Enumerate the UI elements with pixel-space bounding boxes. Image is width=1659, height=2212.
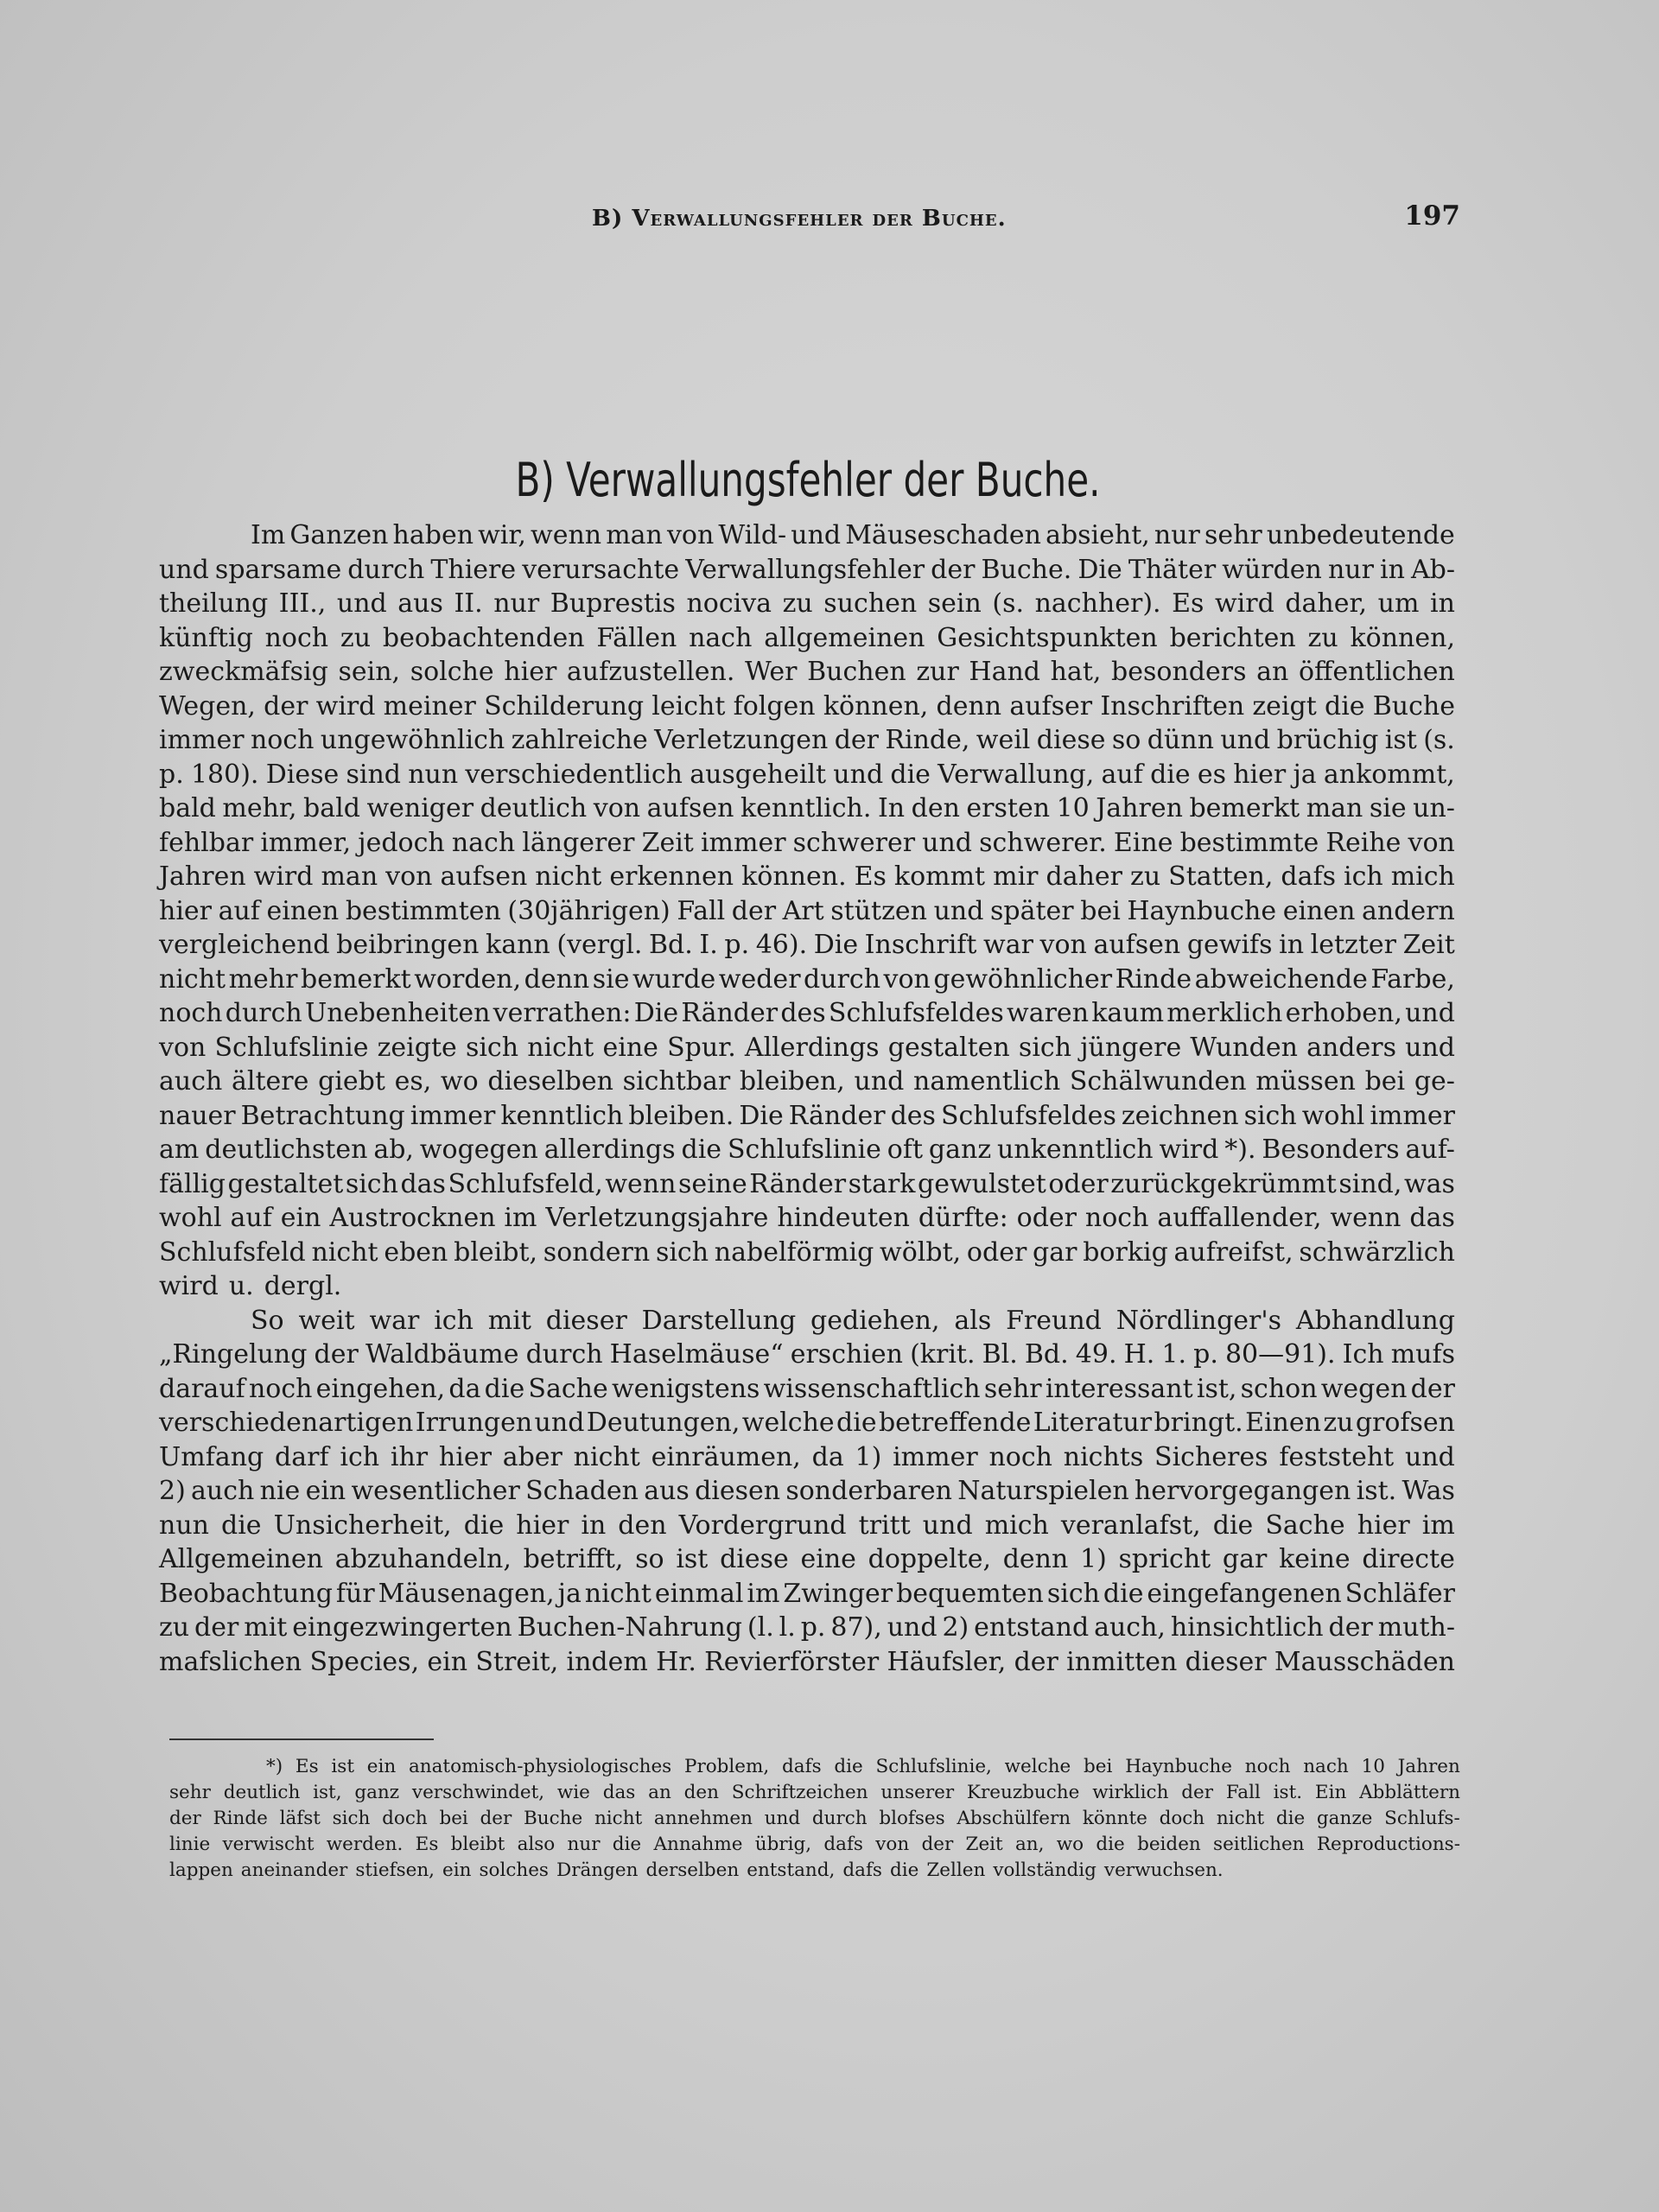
text-line: Beobachtung für Mäusenagen, ja nicht einmal im Zwinger bequemten sich die eingefangenen Schläfer [159, 1578, 1455, 1609]
text-line: p. 180). Diese sind nun verschiedentlich ausgeheilt und die Verwallung, auf die es hier ja ankommt, [159, 759, 1455, 790]
text-line: bald mehr, bald weniger deutlich von aufsen kenntlich. In den ersten 10 Jahren bemerkt man sie un- [159, 793, 1455, 823]
text-line: auch ältere giebt es, wo dieselben sichtbar bleiben, und namentlich Schälwunden müssen bei ge- [159, 1066, 1455, 1096]
text-line: Jahren wird man von aufsen nicht erkennen können. Es kommt mir daher zu Statten, dafs ich mich [159, 861, 1455, 892]
text-line: mafslichen Species, ein Streit, indem Hr. Revierförster Häufsler, der inmitten dieser Mausschäden [159, 1646, 1455, 1677]
text-line: am deutlichsten ab, wogegen allerdings die Schlufslinie oft ganz unkenntlich wird *). Besonders auf- [159, 1135, 1455, 1165]
footnote-divider [169, 1738, 434, 1740]
text-line: künftig noch zu beobachtenden Fällen nach allgemeinen Gesichtspunkten berichten zu können, [159, 622, 1455, 653]
text-line: Umfang darf ich ihr hier aber nicht einräumen, da 1) immer noch nichts Sicheres feststeht und [159, 1441, 1455, 1472]
text-line: Im Ganzen haben wir, wenn man von Wild- und Mäuseschaden absieht, nur sehr unbedeutende [251, 520, 1455, 550]
text-line: fehlbar immer, jedoch nach längerer Zeit immer schwerer und schwerer. Eine bestimmte Reihe von [159, 827, 1455, 858]
text-line: wird u. dergl. [159, 1271, 342, 1301]
footnotes [169, 1754, 1460, 1884]
text-line: immer noch ungewöhnlich zahlreiche Verletzungen der Rinde, weil diese so dünn und brüchig ist (s. [159, 725, 1455, 755]
text-line: Schlufsfeld nicht eben bleibt, sondern sich nabelförmig wölbt, oder gar borkig aufreifst, schwärzlich [159, 1236, 1455, 1268]
text-line: wohl auf ein Austrocknen im Verletzungsjahre hindeuten dürfte: oder noch auffallender, wenn das [159, 1203, 1455, 1233]
text-line: theilung III., und aus II. nur Buprestis nociva zu suchen sein (s. nachher). Es wird daher, um in [159, 588, 1455, 619]
text-line: verschiedenartigen Irrungen und Deutungen, welche die betreffende Literatur bringt. Einen zu grofsen [159, 1408, 1455, 1438]
body-text [159, 518, 1455, 1679]
text-line: fällig gestaltet sich das Schlufsfeld, wenn seine Ränder stark gewulstet oder zurückgekrümmt sind, was [159, 1168, 1455, 1199]
text-line: nauer Betrachtung immer kenntlich bleiben. Die Ränder des Schlufsfeldes zeichnen sich wohl immer [159, 1100, 1455, 1131]
text-line: So weit war ich mit dieser Darstellung gediehen, als Freund Nördlinger's Abhandlung [251, 1305, 1455, 1336]
text-line: noch durch Unebenheiten verrathen: Die Ränder des Schlufsfeldes waren kaum merklich erhoben, und [159, 998, 1455, 1028]
footnote-line: lappen aneinander stiefsen, ein solches Drängen derselben entstand, dafs die Zellen vollständig verwuchsen. [169, 1859, 1224, 1881]
text-line: nicht mehr bemerkt worden, denn sie wurde weder durch von gewöhnlicher Rinde abweichende Farbe, [159, 963, 1455, 995]
running-head-title: B) Verwallungsfehler der Buche. [592, 206, 1007, 232]
text-line: „Ringelung der Waldbäume durch Haselmäuse“ erschien (krit. Bl. Bd. 49. H. 1. p. 80—91). Ich mufs [159, 1339, 1455, 1370]
footnote-line: *) Es ist ein anatomisch-physiologisches Problem, dafs die Schlufslinie, welche bei Haynbuche noch nach 10 Jahren [266, 1756, 1460, 1777]
text-line: zweckmäfsig sein, solche hier aufzustellen. Wer Buchen zur Hand hat, besonders an öffentlichen [159, 657, 1455, 687]
page-number: 197 [1404, 200, 1460, 232]
text-line: hier auf einen bestimmten (30jährigen) Fall der Art stützen und später bei Haynbuche einen andern [159, 895, 1455, 926]
text-line: und sparsame durch Thiere verursachte Verwallungsfehler der Buche. Die Thäter würden nur in Ab- [159, 554, 1455, 585]
chapter-title: B) Verwallungsfehler der Buche. [515, 453, 1101, 508]
text-line: nun die Unsicherheit, die hier in den Vordergrund tritt und mich veranlafst, die Sache hier im [159, 1510, 1455, 1541]
text-line: Wegen, der wird meiner Schilderung leicht folgen können, denn aufser Inschriften zeigt die Buche [159, 690, 1455, 721]
running-head [156, 200, 1460, 235]
text-line: 2) auch nie ein wesentlicher Schaden aus diesen sonderbaren Naturspielen hervorgegangen ist. Was [159, 1476, 1455, 1506]
footnote-line: der Rinde läfst sich doch bei der Buche nicht annehmen und durch blofses Abschülfern könnte doch nicht die ganze Schlufs- [169, 1808, 1460, 1829]
text-line: zu der mit eingezwingerten Buchen-Nahrung (l. l. p. 87), und 2) entstand auch, hinsichtlich der muth- [159, 1612, 1455, 1643]
text-line: vergleichend beibringen kann (vergl. Bd. I. p. 46). Die Inschrift war von aufsen gewifs in letzter Zeit [159, 930, 1455, 960]
text-line: darauf noch eingehen, da die Sache wenigstens wissenschaftlich sehr interessant ist, schon wegen der [159, 1373, 1455, 1404]
footnote-line: sehr deutlich ist, ganz verschwindet, wie das an den Schriftzeichen unserer Kreuzbuche wirklich der Fall ist. Ein Abblättern [169, 1782, 1460, 1803]
text-line: von Schlufslinie zeigte sich nicht eine Spur. Allerdings gestalten sich jüngere Wunden anders und [159, 1032, 1455, 1063]
footnote-line: linie verwischt werden. Es bleibt also nur die Annahme übrig, dafs von der Zeit an, wo die beiden seitlichen Reproductions- [169, 1834, 1460, 1855]
text-line: Allgemeinen abzuhandeln, betrifft, so ist diese eine doppelte, denn 1) spricht gar keine directe [159, 1544, 1455, 1574]
